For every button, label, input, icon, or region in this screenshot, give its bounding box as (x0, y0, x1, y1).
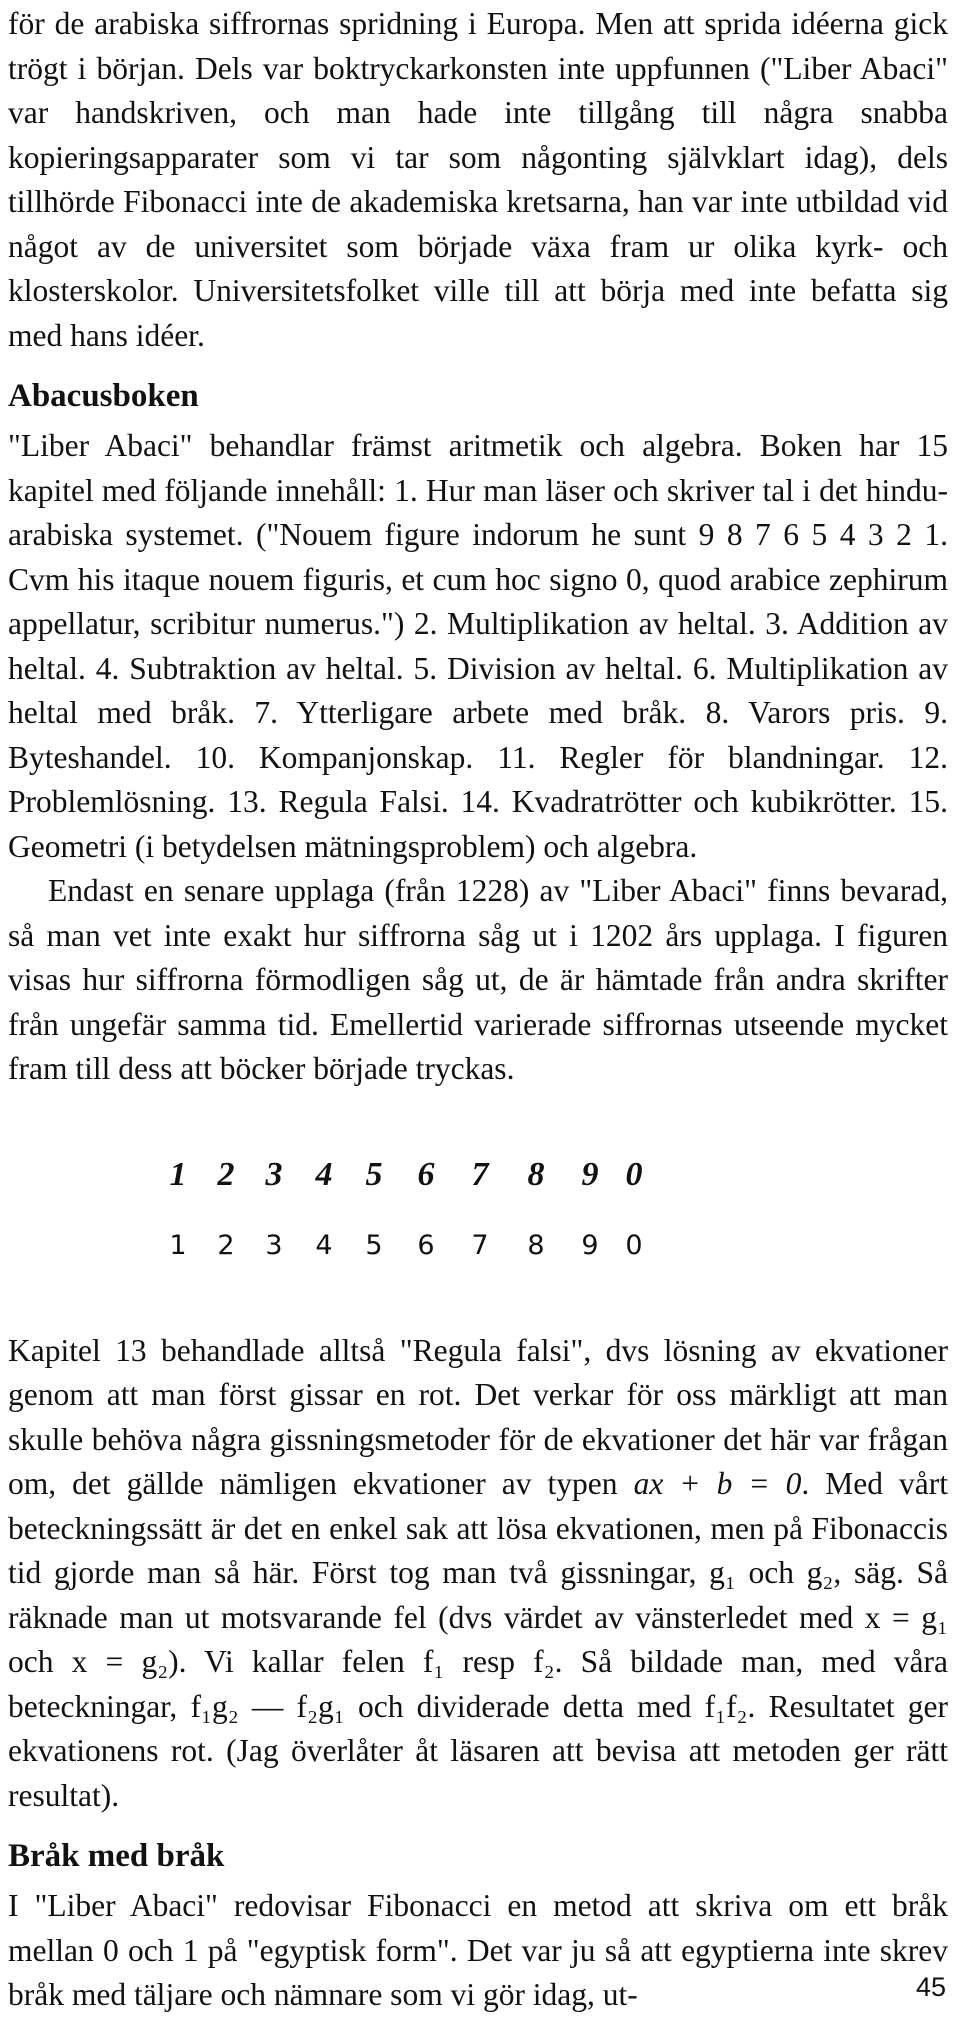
digit-8: 8 (527, 1229, 545, 1261)
digit-2: 2 (217, 1229, 235, 1261)
old-numeral-2: 2 (217, 1155, 235, 1193)
equation-inline: ax + b = 0 (633, 1466, 802, 1501)
digit-0: 0 (625, 1229, 643, 1261)
paragraph-intro: för de arabiska siffrornas spridning i Europa. Men att sprida idéerna gick trögt i början. Dels var boktryckarkonsten inte uppfunnen ("Liber Abaci" var handskriven, och man hade inte tillgång till några snabba kopieringsapparater som vi tar som någonting självklart idag), dels tillhörde Fibonacci inte de akademiska kretsarna, han var inte utbildad vid något av de universitet som började växa fram ur olika kyrk- och klosterskolor. Universitetsfolket ville till att börja med inte befatta sig med hans idéer. (8, 6, 948, 353)
regula-falsi-text-a: Kapitel 13 behandlade alltså "Regula falsi", dvs lösning av ekvationer genom att man först gissar en rot. Det verkar för oss märkligt att man skulle behöva några gissningsmetoder för de ekvationer det här var frågan om, det gällde nämligen ekvationer av typen (8, 1332, 948, 1501)
heading-abacusboken: Abacusboken (8, 378, 199, 414)
digit-3: 3 (265, 1229, 283, 1261)
regula-falsi-text-b: . Med vårt beteckningssätt är det en enkel sak att lösa ekvationen, men på Fibonaccis tid gjorde man så här. Först tog man två gissningar, g₁ och g₂, säg. Så räknade man ut motsvarande fel (dvs värdet av vänsterledet med x = g₁ och x = g₂). Vi kallar felen f₁ resp f₂. Så bildade man, med våra beteckningar, f₁g₂ — f₂g₁ och dividerade detta med f₁f₂. Resultatet ger ekvationens rot. (Jag överlåter åt läsaren att bevisa att metoden ger rätt resultat). (8, 1466, 948, 1813)
old-numeral-1: 1 (169, 1155, 187, 1193)
numerals-figure (8, 1144, 960, 1279)
digit-5: 5 (365, 1229, 383, 1261)
old-numeral-7: 7 (471, 1155, 489, 1193)
old-numeral-8: 8 (527, 1155, 545, 1193)
paragraph-regula-falsi (8, 1329, 948, 1819)
digit-4: 4 (315, 1229, 333, 1261)
paragraph-edition: Endast en senare upplaga (från 1228) av "Liber Abaci" finns bevarad, så man vet inte exakt hur siffrorna såg ut i 1202 års upplaga. I figuren visas hur siffrorna förmodligen såg ut, de är hämtade från andra skrifter från ungefär samma tid. Emellertid varierade siffrornas utseende mycket fram till dess att böcker började tryckas. (8, 873, 948, 1086)
page-number: 45 (915, 1972, 946, 2002)
digit-9: 9 (581, 1229, 599, 1261)
old-numeral-6: 6 (417, 1155, 435, 1193)
old-numeral-0: 0 (625, 1155, 643, 1193)
heading-brak-med-brak: Bråk med bråk (8, 1838, 225, 1874)
digit-7: 7 (471, 1229, 489, 1261)
paragraph-chapters: "Liber Abaci" behandlar främst aritmetik och algebra. Boken har 15 kapitel med följande innehåll: 1. Hur man läser och skriver tal i det hindu-arabiska systemet. ("Nouem figure indorum he sunt 9 8 7 6 5 4 3 2 1. Cvm his itaque nouem figuris, et cum hoc signo 0, quod arabice zephirum appellatur, scribitur numerus.") 2. Multiplikation av heltal. 3. Addition av heltal. 4. Subtraktion av heltal. 5. Division av heltal. 6. Multiplikation av heltal med bråk. 7. Ytterligare arbete med bråk. 8. Varors pris. 9. Byteshandel. 10. Kompanjonskap. 11. Regler för blandningar. 12. Problemlösning. 13. Regula Falsi. 14. Kvadratrötter och kubikrötter. 15. Geometri (i betydelsen mätningsproblem) och algebra. (8, 428, 948, 864)
old-numeral-9: 9 (581, 1155, 599, 1193)
digit-6: 6 (417, 1229, 435, 1261)
paragraph-egyptian-fractions: I "Liber Abaci" redovisar Fibonacci en metod att skriva om ett bråk mellan 0 och 1 på "egyptisk form". Det var ju så att egyptierna inte skrev bråk med täljare och nämnare som vi gör idag, ut- (8, 1888, 948, 2012)
old-numeral-5: 5 (365, 1155, 383, 1193)
digit-1: 1 (169, 1229, 187, 1261)
old-numeral-3: 3 (265, 1155, 283, 1193)
old-numeral-4: 4 (315, 1155, 333, 1193)
